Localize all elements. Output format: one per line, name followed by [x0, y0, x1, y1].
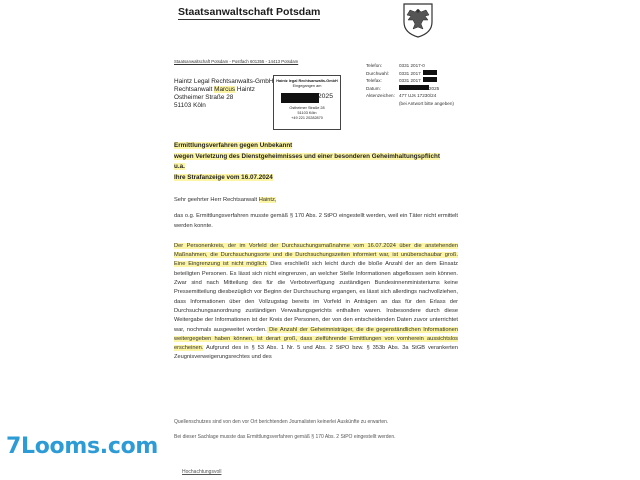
durchwahl-value: 0331 2017	[399, 70, 421, 76]
letter-body	[174, 196, 458, 363]
redaction-block	[399, 85, 429, 90]
redaction-block	[281, 93, 319, 103]
subject-line: Ihre Strafanzeige vom 16.07.2024	[174, 173, 273, 181]
fax-value: 0331 2017	[399, 78, 421, 83]
greeting: Sehr geehrter Herr Rechtsanwalt Haintz,	[174, 197, 277, 203]
stamp-firm: Haintz legal Rechtsanwalts-GmbH	[276, 79, 338, 83]
recipient-street: Ostheimer Straße 28	[174, 94, 234, 101]
stamp-street: Ostheimer Straße 28	[289, 106, 325, 110]
file-number: 477 UJs 17230/24	[399, 93, 437, 98]
authority-heading: Staatsanwaltschaft Potsdam	[178, 6, 321, 18]
stamp-city: 51103 Köln	[297, 111, 317, 115]
recipient-firm: Haintz Legal Rechtsanwalts-GmbH	[174, 78, 274, 85]
stamp-date	[281, 93, 333, 103]
recipient-address	[174, 78, 273, 110]
stamp-label: Eingegangen am	[292, 84, 322, 88]
brandenburg-eagle-crest-icon	[402, 2, 434, 38]
letter-continuation	[174, 418, 458, 442]
recipient-name: Rechtsanwalt Marcus Haintz	[174, 86, 255, 93]
phone-value: 0331 2017-0	[399, 63, 425, 68]
watermark: 7Looms.com	[6, 434, 159, 459]
subject-block	[174, 141, 440, 183]
paragraph: Bei dieser Sachlage musste das Ermittlungsverfahren gemäß § 170 Abs. 2 StPO eingestellt werden.	[174, 433, 396, 440]
received-stamp	[273, 75, 341, 130]
contact-block: Telefon: 0331 2017-0 Durchwahl: 0331 2017 Telefax: 0331 2017 Datum: 2025 Aktenzeichen: 477 UJs 17230/24 (bei Antwort bitte angeben)	[366, 62, 486, 107]
file-number-note: (bei Antwort bitte angeben)	[399, 100, 454, 106]
paragraph: das o.g. Ermittlungsverfahren musste gemäß § 170 Abs. 2 StPO eingestellt werden, weil ein Täter nicht ermittelt werden konnte.	[174, 213, 458, 229]
stamp-phone: +49 221 20282870	[291, 116, 323, 120]
recipient-city: 51103 Köln	[174, 102, 206, 109]
paragraph: Der Personenkreis, der im Vorfeld der Durchsuchungsmaßnahme vom 16.07.2024 über die anstehenden Maßnahmen, die Durchsuchungsorte und die Durchsuchungszeiten informiert war, ist unüberschaubar groß. Eine Eingrenzung ist nicht möglich. Dies erschließt sich leicht durch die bloße Anzahl der an dem Einsatz beteiligten Personen. Es lässt sich nicht eingrenzen, an welcher Stelle Informationen abgeflossen sein können. Zwar sind nach Mitteilung des für die Verbotsverfügung zuständigen Bundesinnenministeriums keine Pressemitteilung diesbezüglich vor Beginn der Durchsuchung ergangen, es lässt sich allerdings nachvollziehen, dass Informationen über den Vollzugstag bereits im Vorfeld in Anträgen an das für den Erlass der Durchsuchungsanordnung zuständigen Verwaltungsgerichts enthalten waren. Insbesondere durch diese Weitergabe der Informationen ist der Kreis der Personen, der von den entscheidenden Daten zuvor unterrichtet war, nochmals ausgeweitet worden. Die Anzahl der Geheimnisträger, die die gegenständlichen Informationen weitergegeben haben können, ist derart groß, dass zielführende Ermittlungen von vornherein aussichtslos erscheinen. Aufgrund des in § 53 Abs. 1 Nr. 5 und Abs. 2 StPO bzw. § 353b Abs. 3a StGB verankerten Zeugnisverweigerungsrechtes und des	[174, 242, 458, 361]
highlighted-text: Der Personenkreis, der im Vorfeld der Durchsuchungsmaßnahme vom 16.07.2024 über die anstehenden Maßnahmen, die Durchsuchungsorte und die Durchsuchungszeiten informiert war, ist unüberschaubar groß. Eine Eingrenzung ist nicht möglich.	[174, 242, 458, 268]
redaction-block	[423, 70, 437, 75]
redaction-block	[423, 77, 437, 82]
closing-salutation: Hochachtungsvoll	[182, 469, 222, 475]
highlighted-text: Die Anzahl der Geheimnisträger, die die gegenständlichen Informationen weitergegeben haben können, ist derart groß, dass zielführende Ermittlungen von vornherein aussichtslos erscheinen.	[174, 326, 458, 352]
stamp-year: 2025	[317, 93, 333, 100]
subject-line: u.a.	[174, 163, 185, 170]
sender-address-line: Staatsanwaltschaft Potsdam - Postfach 601355 - 14413 Potsdam	[174, 59, 299, 64]
subject-line: wegen Verletzung des Dienstgeheimnisses und einer besonderen Geheimhaltungspflicht	[174, 152, 440, 160]
paragraph: Quellenschutzes sind von den vor Ort berichtenden Journalisten keinerlei Auskünfte zu erwarten.	[174, 419, 389, 425]
date-value: 2025	[429, 85, 440, 91]
subject-line: Ermittlungsverfahren gegen Unbekannt	[174, 142, 293, 149]
